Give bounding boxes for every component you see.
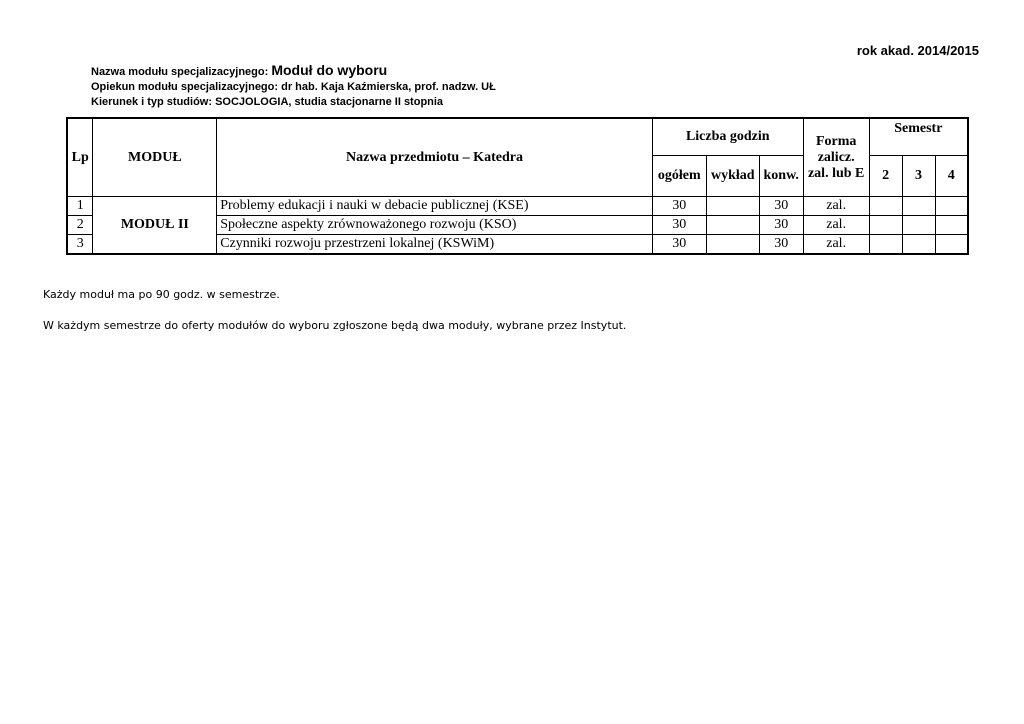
row-conv: 30	[759, 197, 803, 216]
document-header	[91, 63, 496, 110]
row-sem-2	[869, 216, 902, 235]
header-total: ogółem	[652, 156, 706, 197]
module-cell: MODUŁ II	[93, 197, 217, 255]
row-sem-2	[869, 197, 902, 216]
header-sem-2: 2	[869, 156, 902, 197]
row-lp: 2	[67, 216, 93, 235]
row-lecture	[706, 235, 759, 255]
courses-table	[66, 117, 969, 255]
header-lecture: wykład	[706, 156, 759, 197]
row-form: zal.	[803, 216, 869, 235]
header-semester: Semestr	[869, 118, 968, 156]
row-lp: 1	[67, 197, 93, 216]
header-hours: Liczba godzin	[652, 118, 803, 156]
row-total: 30	[652, 216, 706, 235]
row-sem-4	[935, 235, 968, 255]
row-lecture	[706, 216, 759, 235]
header-sem-3: 3	[902, 156, 935, 197]
row-subject: Czynniki rozwoju przestrzeni lokalnej (KSWiM)	[217, 235, 653, 255]
table-row	[67, 197, 968, 216]
module-name: Moduł do wyboru	[271, 62, 388, 78]
academic-year: rok akad. 2014/2015	[856, 43, 979, 58]
row-sem-3	[902, 197, 935, 216]
row-sem-3	[902, 235, 935, 255]
header-sem-4: 4	[935, 156, 968, 197]
header-form: Forma zalicz. zal. lub E	[803, 118, 869, 197]
row-sem-4	[935, 197, 968, 216]
header-modul: MODUŁ	[93, 118, 217, 197]
row-subject: Społeczne aspekty zrównoważonego rozwoju (KSO)	[217, 216, 653, 235]
row-subject: Problemy edukacji i nauki w debacie publicznej (KSE)	[217, 197, 653, 216]
row-lecture	[706, 197, 759, 216]
supervisor-line: Opiekun modułu specjalizacyjnego: dr hab. Kaja Kaźmierska, prof. nadzw. UŁ	[91, 81, 496, 93]
direction-line: Kierunek i typ studiów: SOCJOLOGIA, studia stacjonarne II stopnia	[91, 96, 444, 108]
row-sem-4	[935, 216, 968, 235]
module-name-line	[91, 63, 496, 80]
row-total: 30	[652, 197, 706, 216]
row-sem-2	[869, 235, 902, 255]
row-conv: 30	[759, 216, 803, 235]
row-lp: 3	[67, 235, 93, 255]
note-modules: W każdym semestrze do oferty modułów do wyboru zgłoszone będą dwa moduły, wybrane przez Instytut.	[43, 319, 627, 332]
row-conv: 30	[759, 235, 803, 255]
row-form: zal.	[803, 235, 869, 255]
row-sem-3	[902, 216, 935, 235]
note-hours: Każdy moduł ma po 90 godz. w semestrze.	[43, 288, 280, 301]
header-conv: konw.	[759, 156, 803, 197]
header-subject: Nazwa przedmiotu – Katedra	[217, 118, 653, 197]
header-lp: Lp	[67, 118, 93, 197]
row-form: zal.	[803, 197, 869, 216]
module-label: Nazwa modułu specjalizacyjnego:	[91, 66, 269, 78]
row-total: 30	[652, 235, 706, 255]
